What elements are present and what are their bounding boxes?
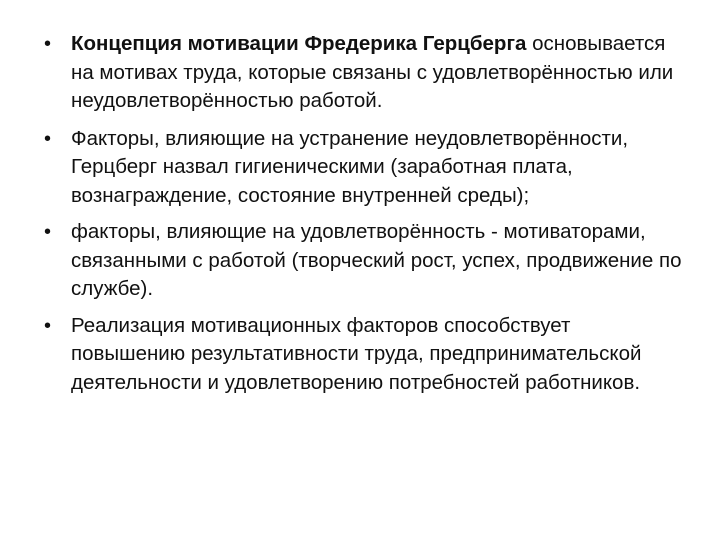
bullet-item-hygiene-factors <box>44 125 684 211</box>
concept-heading: Концепция мотивации Фредерика Герцберга <box>71 32 527 55</box>
bullet-icon: • <box>44 314 52 337</box>
bullet-item-herzberg-concept <box>44 30 684 116</box>
concept-text: основывается на мотивах труда, которые связаны с удовлетворённостью или неудовлетворённостью работой. <box>71 32 674 112</box>
implementation-text: Реализация мотивационных факторов способствует повышению результативности труда, предпринимательской деятельности и удовлетворению потребностей работников. <box>71 313 642 394</box>
bullet-icon: • <box>44 127 52 150</box>
bullet-icon: • <box>44 33 52 55</box>
motivators-text: факторы, влияющие на удовлетворённость - мотиваторами, связанными с работой (творческий рост, успех, продвижение по службе). <box>71 220 682 300</box>
hygiene-factors-text: Факторы, влияющие на устранение неудовлетворённости, Герцберг назвал гигиеническими (заработная плата, вознаграждение, состояние внутренней среды); <box>71 126 629 207</box>
bullet-icon: • <box>44 221 52 243</box>
bullet-item-motivators <box>44 218 684 304</box>
bullet-item-implementation <box>44 312 684 398</box>
bullet-list <box>44 30 684 406</box>
